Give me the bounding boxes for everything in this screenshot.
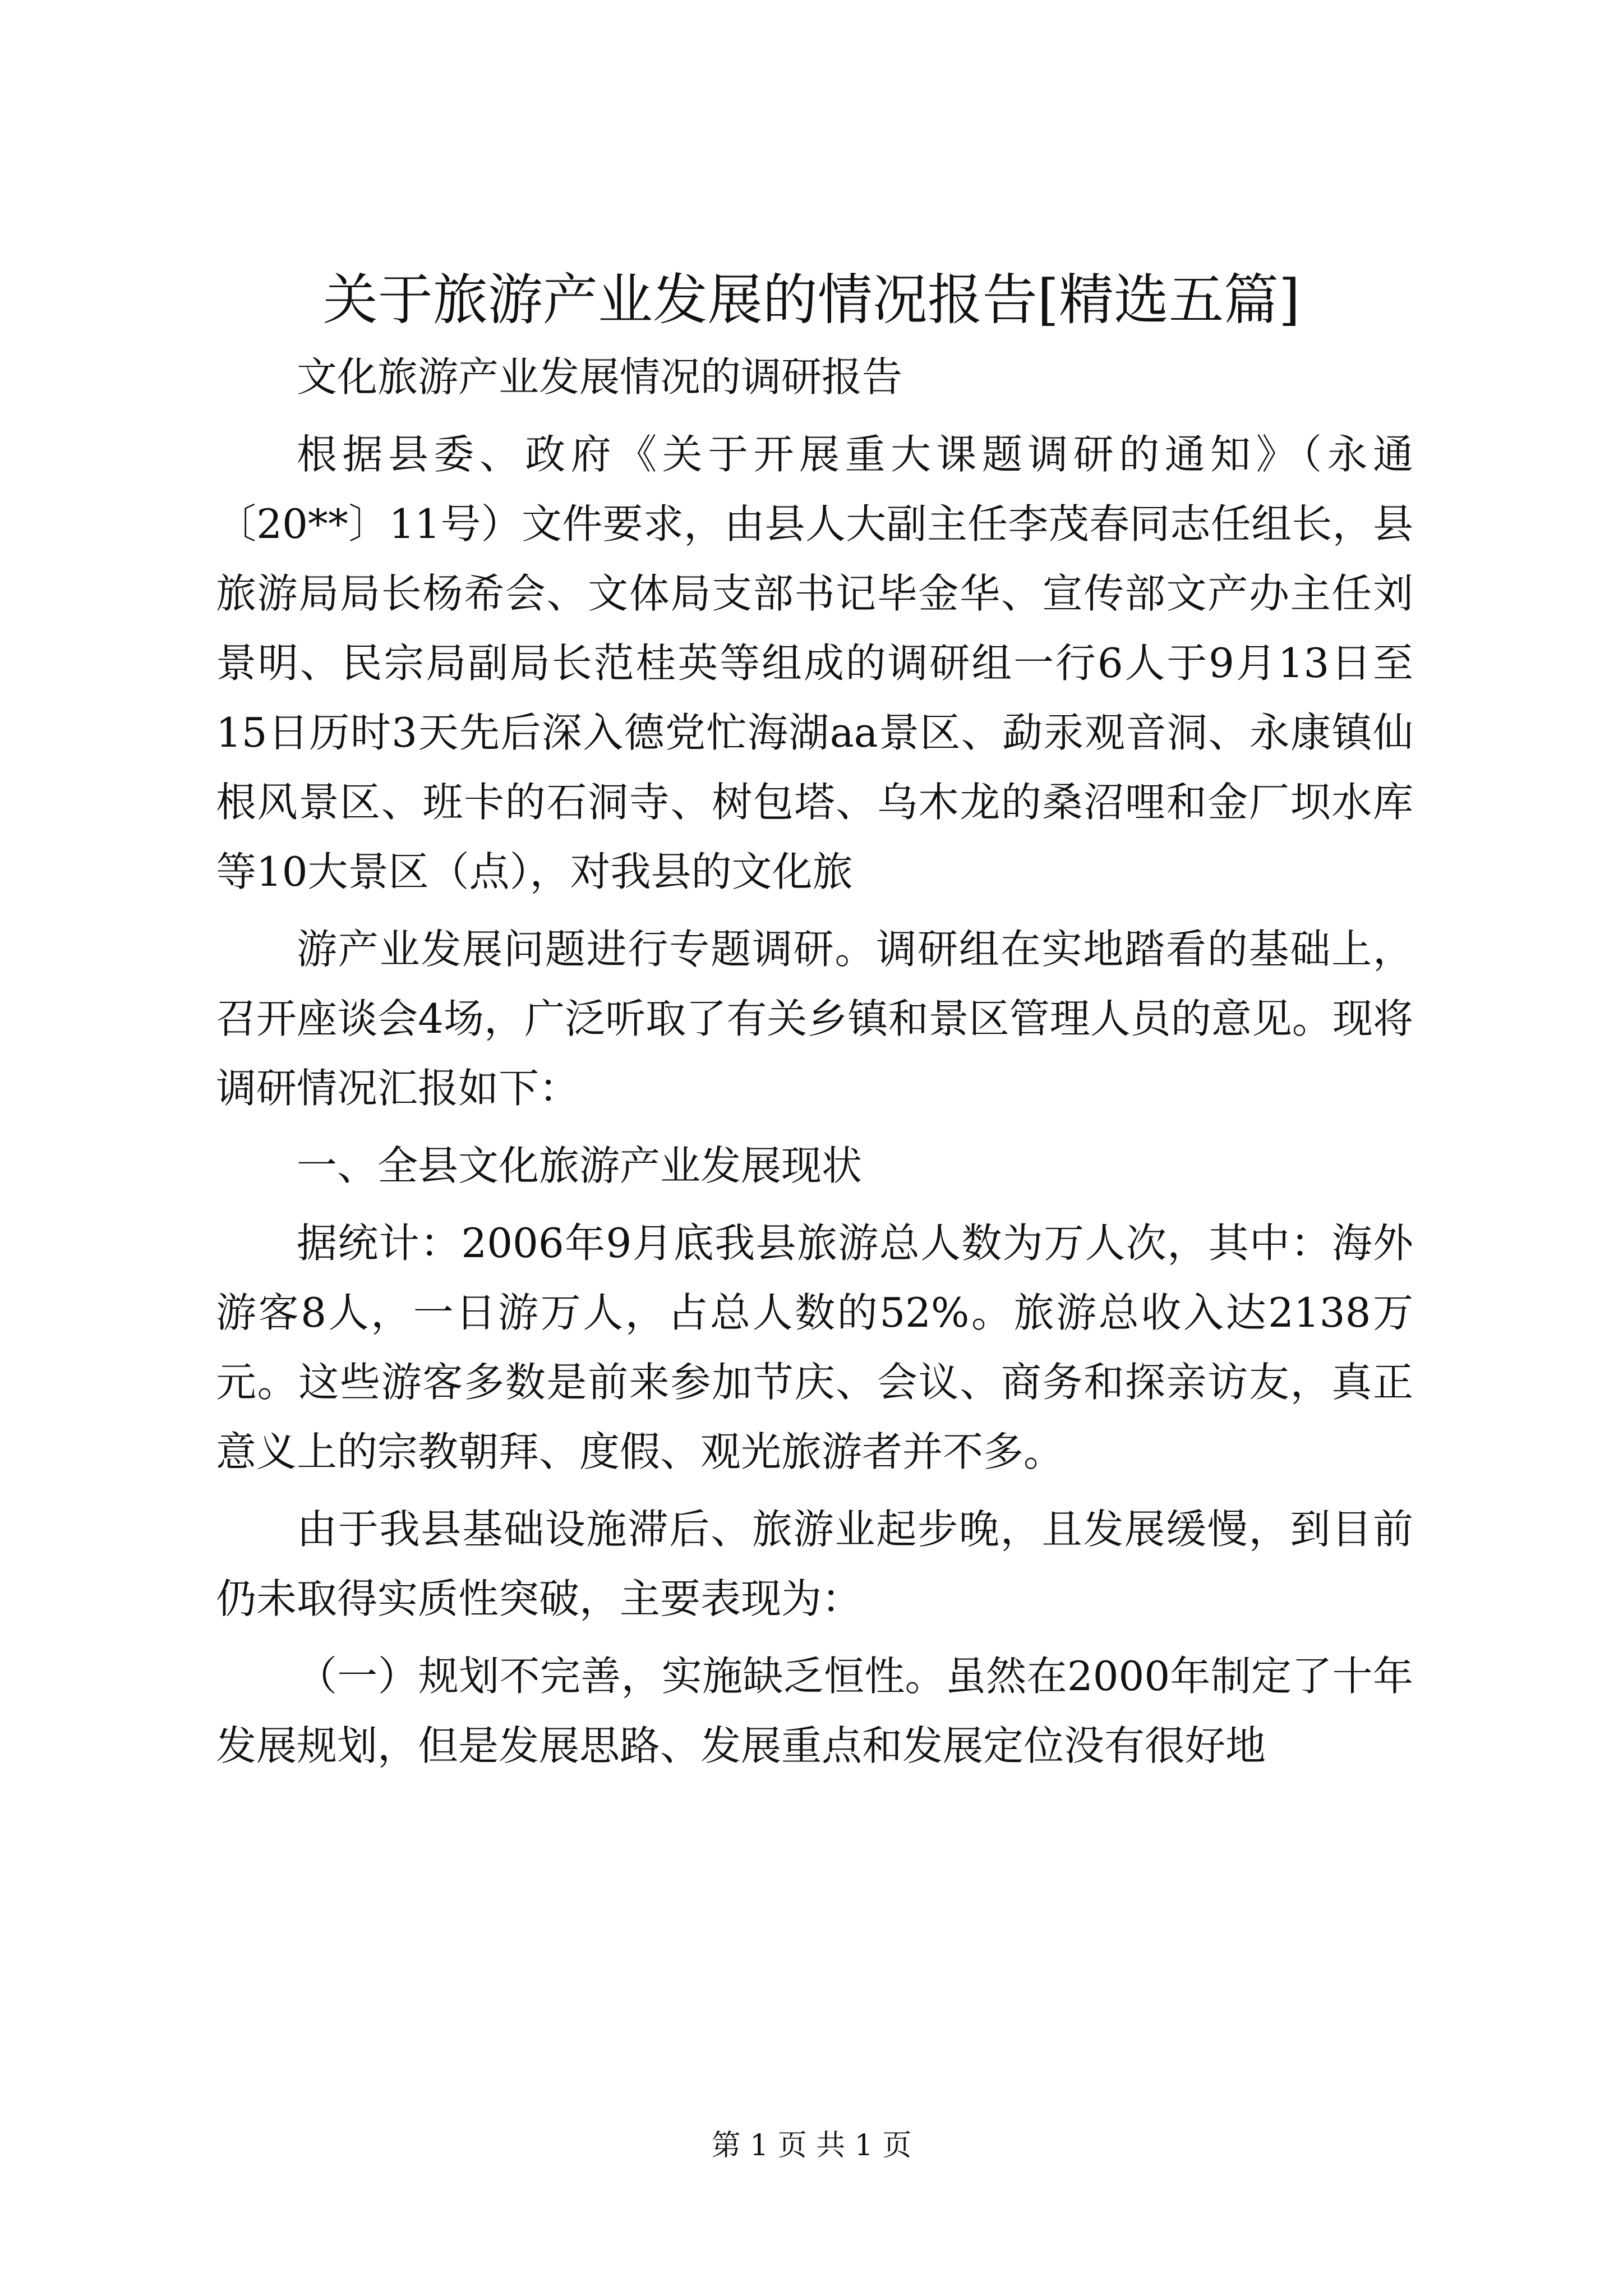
document-body — [216, 342, 1413, 1780]
subtitle-paragraph: 文化旅游产业发展情况的调研报告 — [297, 353, 903, 401]
body-paragraph: 由于我县基础设施滞后、旅游业起步晚，且发展缓慢，到目前仍未取得实质性突破，主要表现为： — [216, 1506, 1413, 1622]
body-paragraph: 游产业发展问题进行专题调研。调研组在实地踏看的基础上，召开座谈会4场，广泛听取了有关乡镇和景区管理人员的意见。现将调研情况汇报如下： — [216, 926, 1413, 1112]
document-title: 关于旅游产业发展的情况报告[精选五篇] — [322, 268, 1301, 332]
body-paragraph: 据统计：2006年9月底我县旅游总人数为万人次，其中：海外游客8人，一日游万人，占总人数的52%。旅游总收入达2138万元。这些游客多数是前来参加节庆、会议、商务和探亲访友，真正意义上的宗教朝拜、度假、观光旅游者并不多。 — [216, 1220, 1413, 1475]
body-paragraph: （一）规划不完善，实施缺乏恒性。虽然在2000年制定了十年发展规划，但是发展思路、发展重点和发展定位没有很好地 — [216, 1653, 1413, 1769]
section-heading: 一、全县文化旅游产业发展现状 — [297, 1142, 863, 1189]
body-paragraph: 根据县委、政府《关于开展重大课题调研的通知》（永通〔20**〕11号）文件要求，由县人大副主任李茂春同志任组长，县旅游局局长杨希会、文体局支部书记毕金华、宣传部文产办主任刘景明、民宗局副局长范桂英等组成的调研组一行6人于9月13日至15日历时3天先后深入德党忙海湖aa景区、勐汞观音洞、永康镇仙根风景区、班卡的石洞寺、树包塔、乌木龙的桑沼哩和金厂坝水库等10大景区（点），对我县的文化旅 — [216, 431, 1413, 895]
page-footer: 第 1 页 共 1 页 — [711, 2129, 912, 2162]
